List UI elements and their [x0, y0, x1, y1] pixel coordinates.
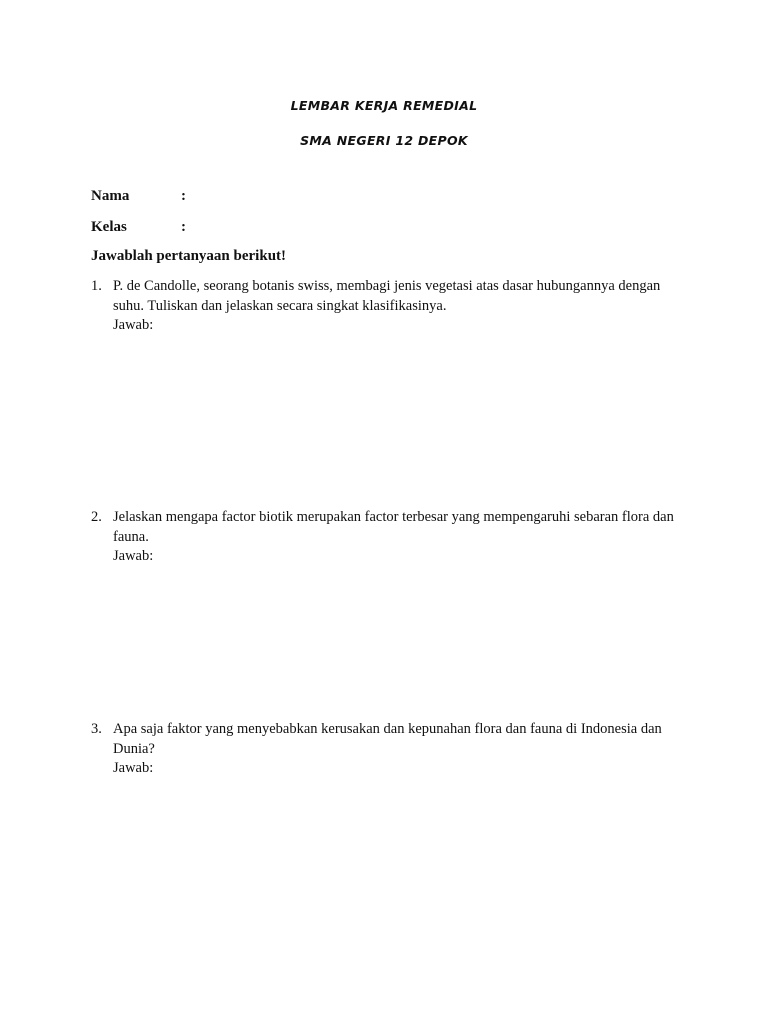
- worksheet-title: LEMBAR KERJA REMEDIAL: [290, 98, 478, 113]
- nama-label: Nama: [91, 188, 130, 204]
- question-number: 2.: [91, 509, 102, 525]
- question-item: [91, 508, 691, 567]
- nama-field: [91, 188, 186, 205]
- question-item: [91, 720, 691, 779]
- kelas-separator: :: [181, 219, 186, 235]
- question-text: P. de Candolle, seorang botanis swiss, membagi jenis vegetasi atas dasar hubungannya dengan suhu. Tuliskan dan jelaskan secara singkat klasifikasinya.: [113, 278, 661, 314]
- question-number: 3.: [91, 721, 102, 737]
- nama-separator: :: [181, 188, 186, 204]
- question-number: 1.: [91, 278, 102, 294]
- question-text: Jelaskan mengapa factor biotik merupakan factor terbesar yang mempengaruhi sebaran flora dan fauna.: [113, 509, 674, 545]
- question-item: [91, 277, 691, 336]
- school-name: SMA NEGERI 12 DEPOK: [300, 133, 468, 148]
- answer-label: Jawab:: [113, 548, 154, 564]
- kelas-field: [91, 219, 186, 236]
- kelas-label: Kelas: [91, 219, 127, 235]
- answer-label: Jawab:: [113, 317, 154, 333]
- question-text: Apa saja faktor yang menyebabkan kerusakan dan kepunahan flora dan fauna di Indonesia dan Dunia?: [113, 721, 662, 757]
- answer-label: Jawab:: [113, 760, 154, 776]
- instruction-text: Jawablah pertanyaan berikut!: [91, 248, 287, 264]
